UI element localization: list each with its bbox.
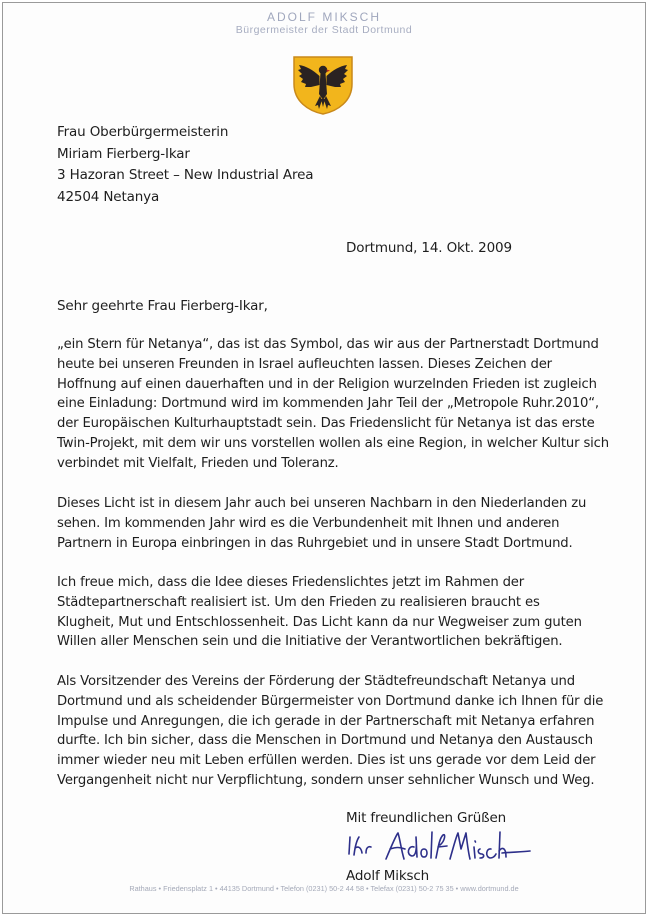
body-paragraph (57, 672, 603, 791)
paragraph-line: Vergangenheit nicht nur Verpflichtung, sondern unser sehnlicher Wunsch und Weg. (57, 772, 595, 788)
paragraph-line: Dieses Licht ist in diesem Jahr auch bei unseren Nachbarn in den Niederlanden zu (57, 496, 587, 511)
paragraph-line: Willen aller Menschen sein und die Initiative der Verantwortlichen bekräftigen. (57, 634, 563, 650)
paragraph-line: Klugheit, Mut und Entschlossenheit. Das Licht kann da nur Wegweiser zum guten (57, 614, 582, 630)
paragraph-line: Als Vorsitzender des Vereins der Förderung der Städtefreundschaft Netanya und (57, 674, 575, 689)
recipient-line: 42504 Netanya (57, 188, 160, 205)
recipient-line: Frau Oberbürgermeisterin (57, 124, 229, 140)
paragraph-line: immer wieder neu mit Leben erfüllen werden. Dies ist uns gerade vor dem Leid der (57, 753, 596, 769)
letter-page (2, 2, 646, 914)
letter-date: Dortmund, 14. Okt. 2009 (346, 240, 512, 256)
paragraph-line: der Europäischen Kulturhauptstadt sein. Das Friedenslicht für Netanya ist das erste (57, 416, 595, 432)
paragraph-line: sehen. Im kommenden Jahr wird es die Verbundenheit mit Ihnen und anderen (57, 515, 560, 531)
signer-name: Adolf Miksch (346, 868, 430, 884)
letterhead-footer: Rathaus • Friedensplatz 1 • 44135 Dortmund • Telefon (0231) 50-2 44 58 • Telefax (0231) 50-2 75 35 • www.dortmund.de (129, 884, 519, 893)
recipient-line: 3 Hazoran Street – New Industrial Area (57, 167, 314, 183)
letterhead-name: ADOLF MIKSCH (266, 10, 381, 24)
coat-of-arms-eagle-icon (291, 54, 355, 116)
paragraph-line: Dortmund und als scheidender Bürgermeister von Dortmund danke ich Ihnen für die (57, 693, 604, 709)
body-paragraph (57, 494, 586, 553)
paragraph-line: Hoffnung auf einen dauerhaften und in der Religion wurzelnden Frieden ist zugleich (57, 376, 597, 392)
paragraph-line: Twin-Projekt, mit dem wir uns vorstellen wollen als eine Region, in welcher Kultur sich (57, 435, 609, 451)
paragraph-line: Impulse und Anregungen, die ich gerade in der Partnerschaft mit Netanya erfahren (57, 713, 595, 729)
salutation: Sehr geehrte Frau Fierberg-Ikar, (57, 298, 268, 314)
paragraph-line: „ein Stern für Netanya“, das ist das Symbol, das wir aus der Partnerstadt Dortmund (57, 337, 599, 352)
paragraph-line: Partnern in Europa einbringen in das Ruhrgebiet und in unsere Stadt Dortmund. (57, 535, 573, 551)
paragraph-line: durfte. Ich bin sicher, dass die Menschen in Dortmund und Netanya den Austausch (57, 733, 593, 749)
paragraph-line: eine Einladung: Dortmund wird im kommenden Jahr Teil der „Metropole Ruhr.2010“, (57, 396, 599, 412)
handwritten-signature (346, 827, 531, 867)
letterhead-title: Bürgermeister der Stadt Dortmund (235, 24, 413, 36)
body-paragraph (57, 335, 609, 474)
paragraph-line: verbindet mit Vielfalt, Frieden und Toleranz. (57, 455, 339, 471)
paragraph-line: Ich freue mich, dass die Idee dieses Friedenslichtes jetzt im Rahmen der (57, 575, 525, 590)
paragraph-line: heute bei unseren Freunden in Israel aufleuchten lassen. Dieses Zeichen der (57, 356, 552, 372)
recipient-line: Miriam Fierberg-Ikar (57, 145, 190, 162)
closing: Mit freundlichen Grüßen (346, 810, 507, 826)
body-paragraph (57, 573, 582, 652)
paragraph-line: Städtepartnerschaft realisiert ist. Um den Frieden zu realisieren braucht es (57, 594, 540, 610)
recipient-address (57, 122, 313, 208)
